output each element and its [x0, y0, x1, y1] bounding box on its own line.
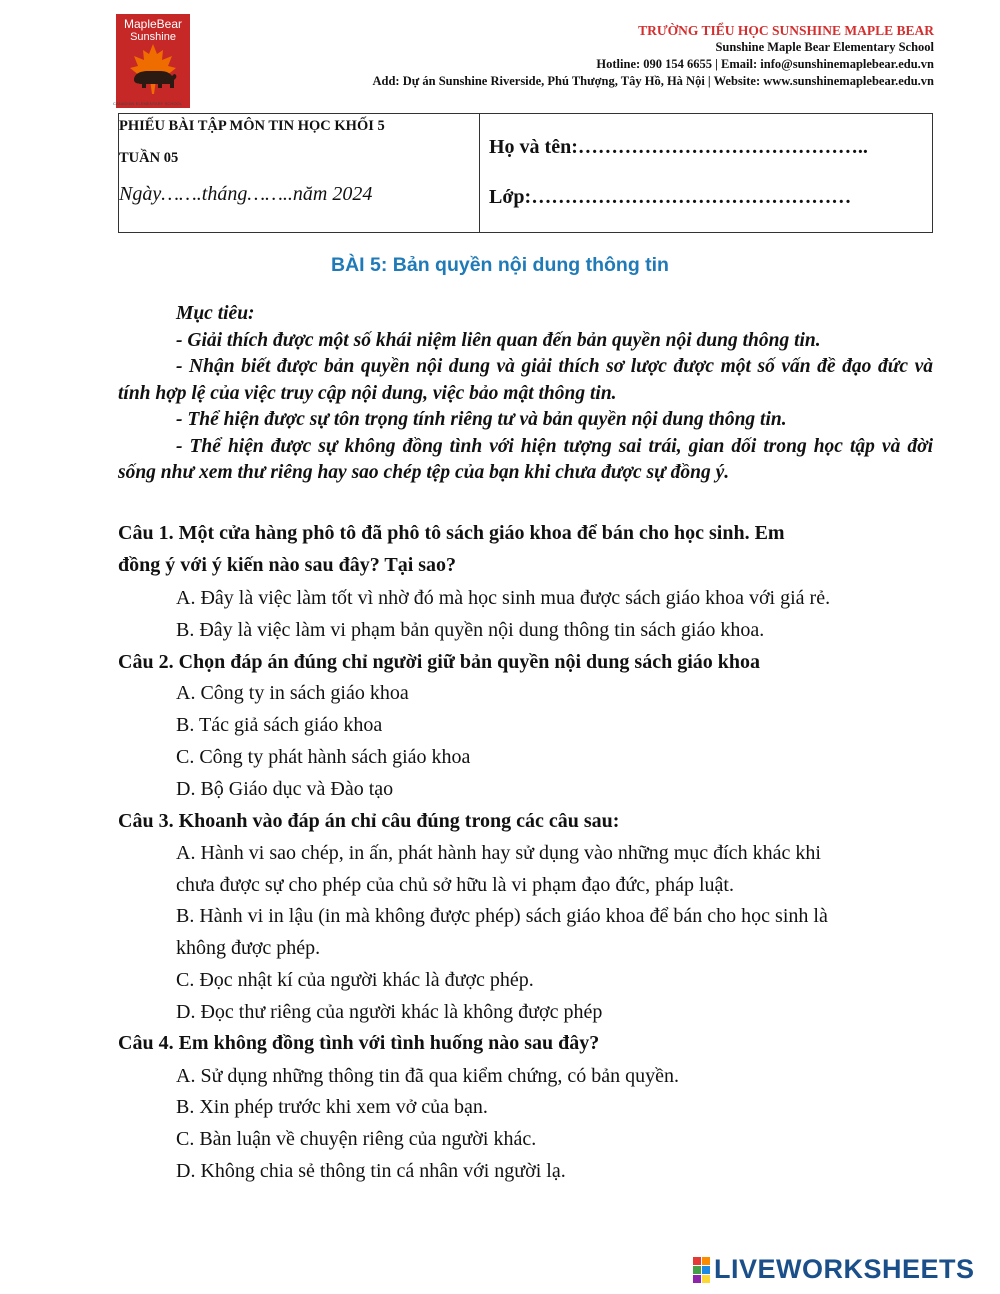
question-4-option-d[interactable]: D. Không chia sẻ thông tin cá nhân với người lạ.: [176, 1160, 566, 1182]
objective-item: - Nhận biết được bản quyền nội dung và giải thích sơ lược được một số vấn đề đạo đức và tính hợp lệ của việc truy cập nội dung, việc bảo mật thông tin.: [118, 356, 933, 404]
question-1-text: . Một cửa hàng phô tô đã phô tô sách giáo khoa để bán cho học sinh. Em: [168, 522, 785, 544]
liveworksheets-text: LIVEWORKSHEETS: [714, 1254, 975, 1284]
worksheet-title: PHIẾU BÀI TẬP MÔN TIN HỌC KHỐI 5: [119, 118, 385, 134]
liveworksheets-blocks-icon: [693, 1257, 710, 1283]
question-4: Câu 4. Em không đồng tình với tình huống nào sau đây?: [118, 1032, 600, 1054]
worksheet-date: Ngày…….tháng……..năm 2024: [119, 183, 373, 205]
question-3-option-c[interactable]: C. Đọc nhật kí của người khác là được phép.: [176, 969, 534, 991]
objectives-heading: Mục tiêu:: [176, 303, 255, 324]
logo-top-text: MapleBear: [123, 17, 183, 31]
question-1-option-a[interactable]: A. Đây là việc làm tốt vì nhờ đó mà học sinh mua được sách giáo khoa với giá rẻ.: [176, 587, 831, 609]
question-3-option-a[interactable]: A. Hành vi sao chép, in ấn, phát hành hay sử dụng vào những mục đích khác khi: [176, 842, 821, 864]
student-class-field: Lớp:…………………………………………: [489, 186, 852, 208]
question-3-option-b[interactable]: B. Hành vi in lậu (in mà không được phép) sách giáo khoa để bán cho học sinh là: [176, 905, 828, 927]
school-address: Add: Dự án Sunshine Riverside, Phú Thượng, Tây Hồ, Hà Nội | Website: www.sunshinemaplebear.edu.vn: [372, 74, 934, 88]
school-contact: Hotline: 090 154 6655 | Email: info@sunshinemaplebear.edu.vn: [596, 57, 934, 71]
question-2: Câu 2. Chọn đáp án đúng chỉ người giữ bản quyền nội dung sách giáo khoa: [118, 651, 760, 673]
logo-sub-text: Sunshine: [130, 31, 176, 43]
school-logo: [116, 14, 190, 108]
student-name-field: Họ và tên:……………………………………..: [489, 136, 868, 158]
question-3: Câu 3. Khoanh vào đáp án chỉ câu đúng trong các câu sau:: [118, 810, 620, 832]
question-2-option-b[interactable]: B. Tác giả sách giáo khoa: [176, 714, 383, 736]
objective-item: - Thể hiện được sự tôn trọng tính riêng tư và bản quyền nội dung thông tin.: [176, 409, 787, 430]
objectives: [118, 301, 933, 487]
question-3-option-b-cont[interactable]: không được phép.: [176, 937, 321, 959]
worksheet-header-box: [118, 113, 933, 233]
question-3-option-a-cont[interactable]: chưa được sự cho phép của chủ sở hữu là vi phạm đạo đức, pháp luật.: [176, 874, 734, 896]
school-info: [373, 22, 935, 90]
question-2-option-a[interactable]: A. Công ty in sách giáo khoa: [176, 682, 409, 704]
question-1-text-line2: đồng ý với ý kiến nào sau đây? Tại sao?: [118, 554, 457, 576]
question-4-option-a[interactable]: A. Sử dụng những thông tin đã qua kiểm chứng, có bản quyền.: [176, 1065, 680, 1087]
question-4-option-c[interactable]: C. Bàn luận về chuyện riêng của người khác.: [176, 1128, 537, 1150]
school-name-vn: TRƯỜNG TIỂU HỌC SUNSHINE MAPLE BEAR: [638, 23, 934, 38]
question-1-number: Câu 1: [118, 522, 169, 544]
question-2-option-d[interactable]: D. Bộ Giáo dục và Đào tạo: [176, 778, 394, 800]
school-name-en: Sunshine Maple Bear Elementary School: [715, 40, 934, 54]
question-3-option-d[interactable]: D. Đọc thư riêng của người khác là không được phép: [176, 1001, 603, 1023]
question-1-option-b[interactable]: B. Đây là việc làm vi phạm bản quyền nội dung thông tin sách giáo khoa.: [176, 619, 765, 641]
liveworksheets-logo: [693, 1254, 975, 1285]
header-divider: [479, 114, 480, 232]
worksheet-week: TUẦN 05: [119, 150, 179, 166]
question-4-option-b[interactable]: B. Xin phép trước khi xem vở của bạn.: [176, 1096, 488, 1118]
objective-item: - Giải thích được một số khái niệm liên quan đến bản quyền nội dung thông tin.: [176, 329, 821, 351]
lesson-title: BÀI 5: Bản quyền nội dung thông tin: [331, 254, 669, 276]
question-2-option-c[interactable]: C. Công ty phát hành sách giáo khoa: [176, 746, 471, 768]
question-1: [118, 517, 785, 549]
logo-caption: CANADIAN ELEMENTARY SCHOOL: [113, 101, 183, 106]
objective-item: - Thể hiện được sự không đồng tình với hiện tượng sai trái, gian dối trong học tập và đời sống như xem thư riêng hay sao chép tệp của bạn khi chưa được sự đồng ý.: [118, 435, 933, 483]
